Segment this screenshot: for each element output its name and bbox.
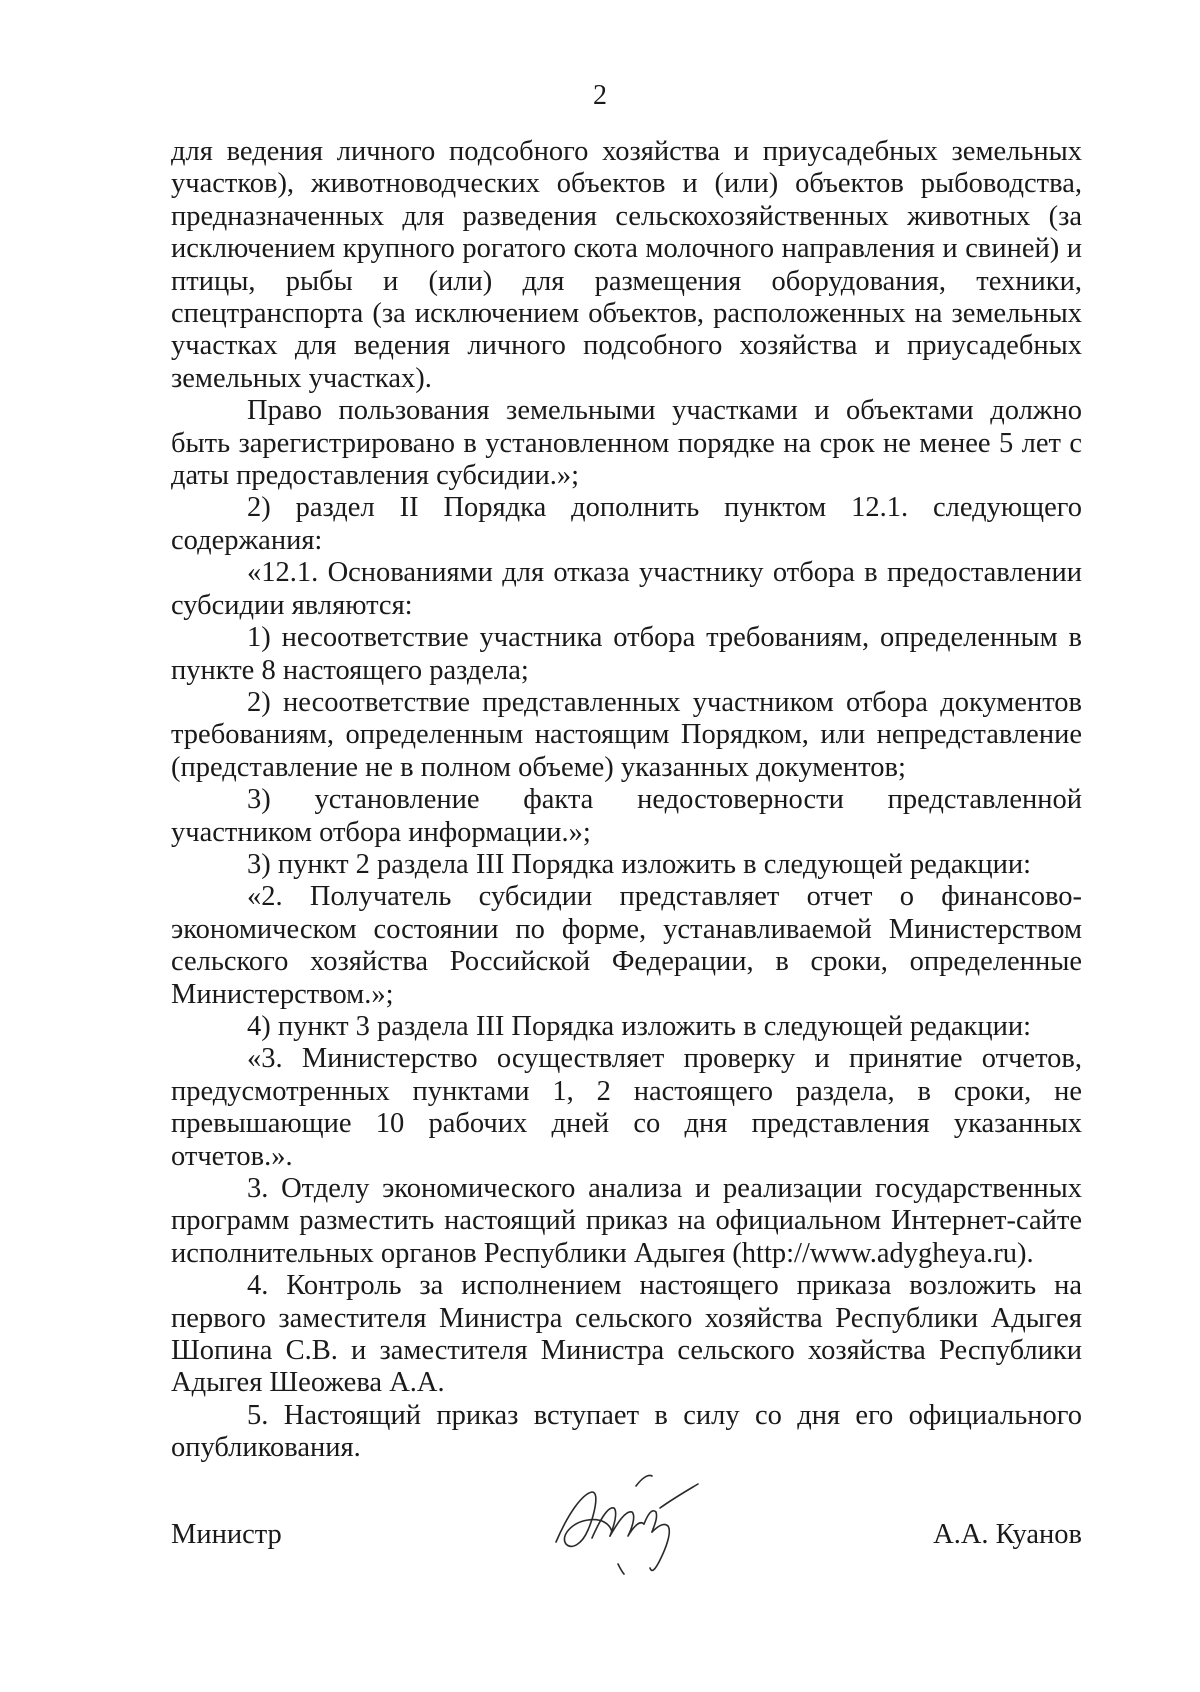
paragraph-land-use-right: Право пользования земельными участками и объектами должно быть зарегистрировано в установленном порядке на срок не менее 5 лет с даты предоставления субсидии.»; xyxy=(171,395,1082,492)
document-body xyxy=(171,136,1082,1465)
paragraph-amendment-4: 4) пункт 3 раздела III Порядка изложить в следующей редакции: xyxy=(247,1010,1032,1042)
paragraph-amendment-3: 3) пункт 2 раздела III Порядка изложить в следующей редакции: xyxy=(247,848,1032,880)
paragraph-item-5-effective: 5. Настоящий приказ вступает в силу со дня его официального опубликования. xyxy=(171,1399,1082,1464)
paragraph-clause-3: «3. Министерство осуществляет проверку и принятие отчетов, предусмотренных пунктами 1, 2 настоящего раздела, в сроки, не превышающие 10 рабочих дней со дня представления указанных отчетов.». xyxy=(171,1043,1082,1172)
paragraph-clause-2: «2. Получатель субсидии представляет отчет о финансово-экономическом состоянии по форме, устанавливаемой Министерством сельского хозяйства Российской Федерации, в сроки, определенные Министерством.»; xyxy=(171,881,1082,1010)
paragraph-clause-12-1: «12.1. Основаниями для отказа участнику отбора в предоставлении субсидии являются: xyxy=(171,557,1082,621)
signature-block xyxy=(171,1519,1082,1559)
signatory-name: А.А. Куанов xyxy=(933,1519,1082,1550)
paragraph-ground-3: 3) установление факта недостоверности представленной участником отбора информации.»; xyxy=(171,784,1082,848)
signatory-title: Министр xyxy=(171,1519,282,1550)
paragraph-ground-2: 2) несоответствие представленных участником отбора документов требованиям, определенным настоящим Порядком, или непредставление (представление не в полном объеме) указанных документов; xyxy=(171,686,1082,783)
page-number: 2 xyxy=(593,80,607,111)
paragraph-item-3-publication: 3. Отделу экономического анализа и реализации государственных программ разместить настоящий приказ на официальном Интернет-сайте исполнительных органов Республики Адыгея (http://www.adygheya.ru). xyxy=(171,1173,1082,1269)
paragraph-item-4-control: 4. Контроль за исполнением настоящего приказа возложить на первого заместителя Министра сельского хозяйства Республики Адыгея Шопина С.В. и заместителя Министра сельского хозяйства Республики Адыгея Шеожева А.А. xyxy=(171,1270,1082,1399)
paragraph-continuation: для ведения личного подсобного хозяйства и приусадебных земельных участков), животноводческих объектов и (или) объектов рыбоводства, предназначенных для разведения сельскохозяйственных животных (за исключением крупного рогатого скота молочного направления и свиней) и птицы, рыбы и (или) для размещения оборудования, техники, спецтранспорта (за исключением объектов, расположенных на земельных участках для ведения личного подсобного хозяйства и приусадебных земельных участках). xyxy=(171,136,1082,394)
paragraph-amendment-2: 2) раздел II Порядка дополнить пунктом 12.1. следующего содержания: xyxy=(171,492,1082,556)
paragraph-ground-1: 1) несоответствие участника отбора требованиям, определенным в пункте 8 настоящего раздела; xyxy=(171,622,1082,686)
